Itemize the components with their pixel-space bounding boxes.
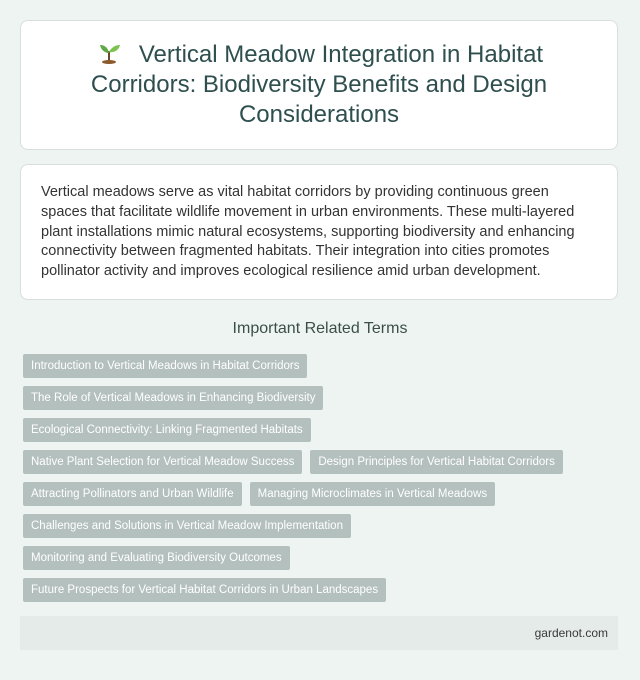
sprout-icon: [95, 42, 123, 64]
title-text: Vertical Meadow Integration in Habitat Corridors: Biodiversity Benefits and Design Considerations: [90, 41, 548, 128]
related-term-tag[interactable]: Challenges and Solutions in Vertical Meadow Implementation: [23, 514, 351, 538]
footer-site-link[interactable]: gardenot.com: [534, 626, 608, 640]
tag-row: [23, 546, 623, 570]
title-card: [20, 20, 618, 150]
intro-card: [20, 164, 618, 300]
related-term-tag[interactable]: Future Prospects for Vertical Habitat Corridors in Urban Landscapes: [23, 578, 386, 602]
tag-row: [23, 514, 623, 538]
related-term-tag[interactable]: Monitoring and Evaluating Biodiversity Outcomes: [23, 546, 290, 570]
related-term-tag[interactable]: Introduction to Vertical Meadows in Habitat Corridors: [23, 354, 307, 378]
related-term-tag[interactable]: Native Plant Selection for Vertical Meadow Success: [23, 450, 302, 474]
related-term-tag[interactable]: The Role of Vertical Meadows in Enhancing Biodiversity: [23, 386, 323, 410]
tag-row: [23, 354, 623, 378]
related-terms-list: [23, 354, 623, 610]
related-term-tag[interactable]: Ecological Connectivity: Linking Fragmented Habitats: [23, 418, 311, 442]
tag-row: [23, 418, 623, 442]
intro-paragraph: Vertical meadows serve as vital habitat corridors by providing continuous green spaces that facilitate wildlife movement in urban environments. These multi-layered plant installations mimic natural ecosystems, supporting biodiversity and enhancing connectivity between fragmented habitats. Their integration into cities promotes pollinator activity and improves ecological resilience amid urban development.: [41, 184, 575, 280]
related-terms-heading: Important Related Terms: [232, 320, 408, 337]
tag-row: [23, 578, 623, 602]
footer: [20, 616, 618, 650]
tag-row: [23, 450, 623, 474]
tag-row: [23, 386, 623, 410]
related-term-tag[interactable]: Managing Microclimates in Vertical Meadows: [250, 482, 495, 506]
page-title: [61, 40, 577, 130]
related-term-tag[interactable]: Attracting Pollinators and Urban Wildlife: [23, 482, 242, 506]
tag-row: [23, 482, 623, 506]
related-term-tag[interactable]: Design Principles for Vertical Habitat Corridors: [310, 450, 562, 474]
